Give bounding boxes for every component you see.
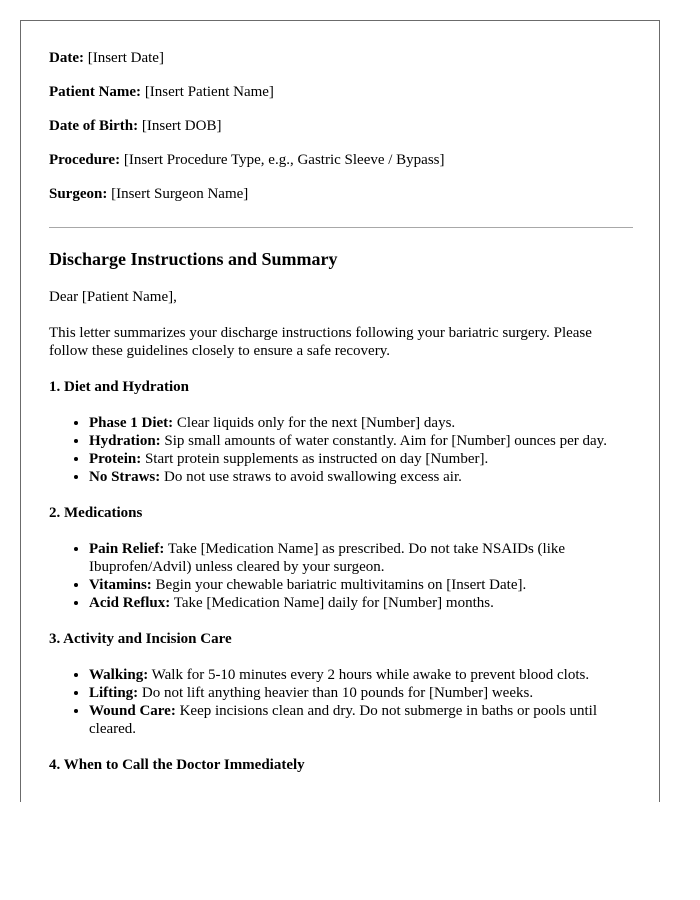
salutation: Dear [Patient Name], — [49, 289, 177, 305]
divider — [49, 227, 633, 228]
surgeon-field — [49, 185, 633, 203]
field-label: Date: — [49, 50, 84, 66]
list-item — [89, 666, 633, 684]
list-item — [89, 450, 633, 468]
field-label: Surgeon: — [49, 186, 108, 202]
item-label: Vitamins: — [89, 577, 152, 593]
intro-paragraph: This letter summarizes your discharge instructions following your bariatric surgery. Please follow these guidelines closely to ensure a safe recovery. — [49, 325, 592, 359]
section-heading-medications: 2. Medications — [49, 505, 143, 521]
diet-list — [49, 414, 633, 486]
list-item — [89, 432, 633, 450]
field-value: [Insert Surgeon Name] — [107, 186, 249, 202]
item-text: Clear liquids only for the next [Number] days. — [173, 415, 456, 431]
item-text: Sip small amounts of water constantly. Aim for [Number] ounces per day. — [160, 433, 607, 449]
list-item — [89, 684, 633, 702]
item-text: Do not use straws to avoid swallowing excess air. — [160, 469, 462, 485]
item-text: Start protein supplements as instructed on day [Number]. — [141, 451, 489, 467]
document-title: Discharge Instructions and Summary — [49, 249, 338, 269]
date-of-birth-field — [49, 117, 633, 135]
item-label: Acid Reflux: — [89, 595, 171, 611]
field-label: Date of Birth: — [49, 118, 139, 134]
item-label: Protein: — [89, 451, 142, 467]
list-item — [89, 468, 633, 486]
document-page — [20, 20, 660, 802]
item-label: Phase 1 Diet: — [89, 415, 174, 431]
item-text: Take [Medication Name] daily for [Number] months. — [170, 595, 494, 611]
list-item — [89, 702, 633, 738]
list-item — [89, 594, 633, 612]
item-label: Pain Relief: — [89, 541, 165, 557]
item-text: Keep incisions clean and dry. Do not submerge in baths or pools until cleared. — [89, 703, 598, 737]
date-field — [49, 49, 633, 67]
field-value: [Insert DOB] — [138, 118, 222, 134]
list-item — [89, 576, 633, 594]
field-value: [Insert Procedure Type, e.g., Gastric Sleeve / Bypass] — [120, 152, 445, 168]
field-label: Patient Name: — [49, 84, 142, 100]
item-text: Take [Medication Name] as prescribed. Do not take NSAIDs (like Ibuprofen/Advil) unless cleared by your surgeon. — [89, 541, 566, 575]
item-text: Begin your chewable bariatric multivitamins on [Insert Date]. — [151, 577, 527, 593]
list-item — [89, 414, 633, 432]
item-label: Hydration: — [89, 433, 161, 449]
item-label: No Straws: — [89, 469, 161, 485]
item-text: Do not lift anything heavier than 10 pounds for [Number] weeks. — [138, 685, 534, 701]
item-text: Walk for 5-10 minutes every 2 hours while awake to prevent blood clots. — [148, 667, 590, 683]
section-heading-call-doctor: 4. When to Call the Doctor Immediately — [49, 757, 305, 773]
item-label: Lifting: — [89, 685, 139, 701]
section-heading-activity: 3. Activity and Incision Care — [49, 631, 232, 647]
medications-list — [49, 540, 633, 612]
item-label: Wound Care: — [89, 703, 176, 719]
patient-name-field — [49, 83, 633, 101]
document-content — [49, 49, 633, 792]
field-value: [Insert Date] — [83, 50, 164, 66]
list-item — [89, 540, 633, 576]
field-value: [Insert Patient Name] — [141, 84, 274, 100]
activity-list — [49, 666, 633, 738]
procedure-field — [49, 151, 633, 169]
item-label: Walking: — [89, 667, 149, 683]
field-label: Procedure: — [49, 152, 121, 168]
section-heading-diet: 1. Diet and Hydration — [49, 379, 190, 395]
